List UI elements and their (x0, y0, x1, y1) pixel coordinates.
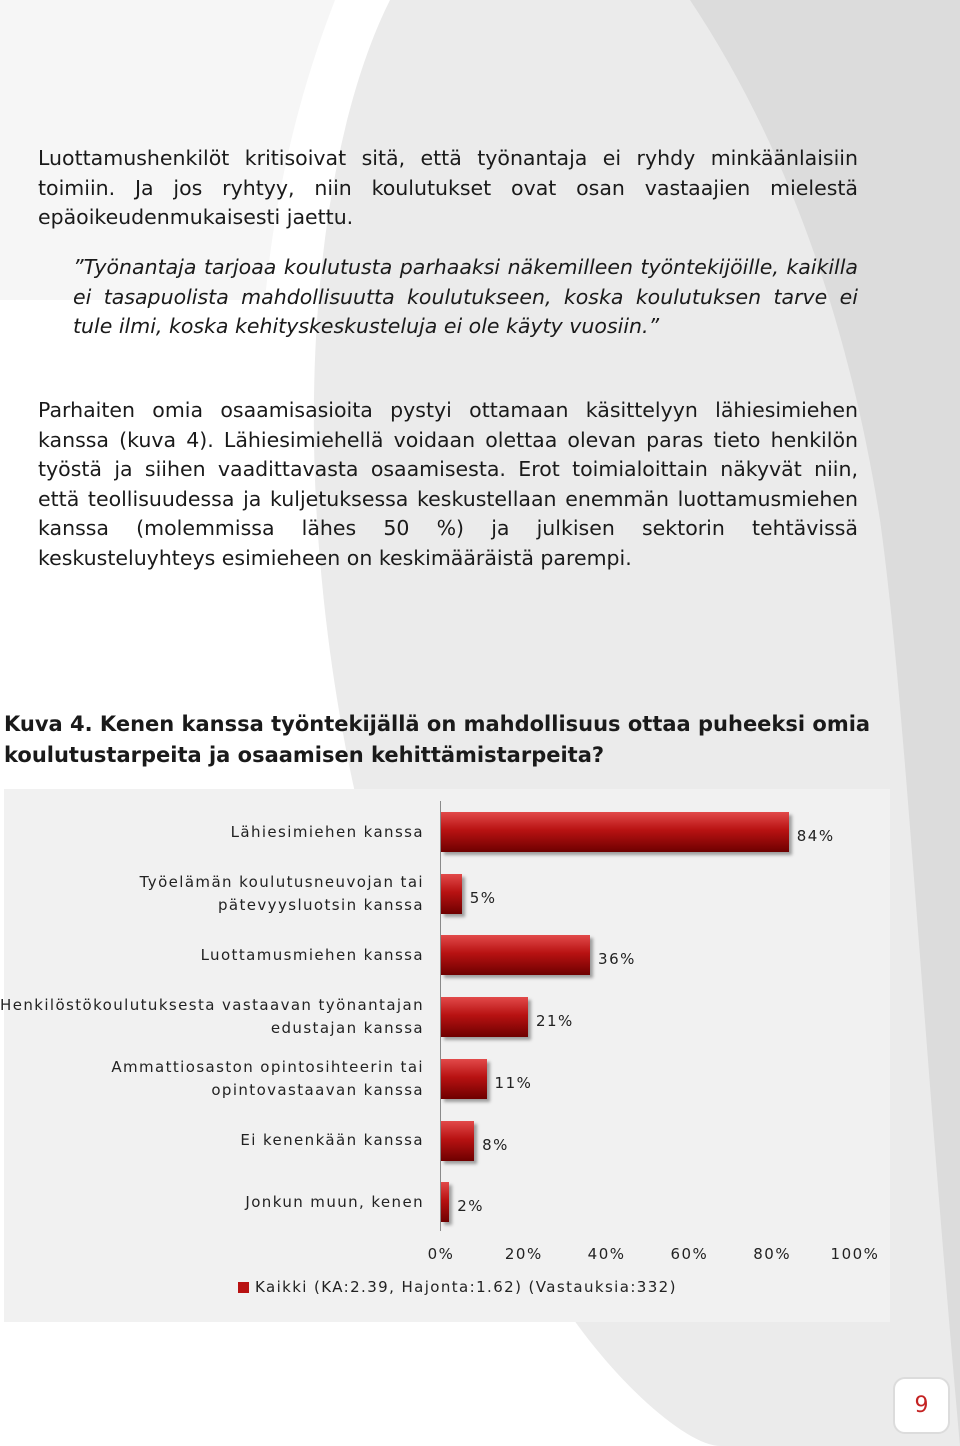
bar (441, 874, 462, 914)
category-label-line: pätevyysluotsin kanssa (217, 895, 424, 914)
figure-caption: Kuva 4. Kenen kanssa työntekijällä on mahdollisuus ottaa puheeksi omia koulutustarpeita ja osaamisen kehittämistarpeita? (4, 712, 871, 767)
category-label-line: Luottamusmiehen kanssa (200, 945, 424, 964)
bar-value-label: 8% (482, 1135, 509, 1154)
x-tick-label: 80% (753, 1245, 792, 1263)
bar (441, 935, 590, 975)
category-label-line: edustajan kanssa (270, 1019, 424, 1038)
bar (441, 1059, 487, 1099)
bar (441, 1182, 449, 1222)
bar-value-label: 36% (598, 950, 636, 969)
category-label-line: opintovastaavan kanssa (211, 1080, 424, 1099)
page-number-badge: 9 (893, 1377, 950, 1434)
x-tick-label: 60% (670, 1245, 709, 1263)
bar-value-label: 21% (535, 1012, 574, 1031)
category-label (245, 1191, 424, 1214)
category-label (140, 871, 424, 917)
category-label-line: Lähiesimiehen kanssa (230, 822, 424, 841)
x-tick-label: 20% (504, 1245, 543, 1263)
bar (441, 997, 528, 1037)
category-label-line: Henkilöstökoulutuksesta vastaavan työnantajan (0, 996, 424, 1015)
chart-legend (238, 1278, 677, 1296)
category-label (111, 1056, 424, 1102)
bar-value-label: 2% (457, 1197, 485, 1216)
category-label-line: Ei kenenkään kanssa (240, 1131, 424, 1149)
quote-paragraph: ”Työnantaja tarjoaa koulutusta parhaaksi näkemilleen työntekijöille, kaikilla ei tasapuolista mahdollisuutta koulutukseen, koska koulutuksen tarve ei tule ilmi, koska kehityskeskusteluja ei ole käyty vuosiin.” (73, 255, 858, 338)
x-tick-label: 100% (830, 1245, 880, 1263)
category-label-line: Jonkun muun, kenen (245, 1192, 424, 1211)
category-label-line: Ammattiosaston opintosihteerin tai (111, 1057, 424, 1076)
category-label (240, 1129, 424, 1152)
category-label-line: Työelämän koulutusneuvojan tai (139, 872, 424, 891)
legend-label: Kaikki (KA:2.39, Hajonta:1.62) (Vastauksia:332) (255, 1278, 677, 1296)
paragraph-intro: Luottamushenkilöt kritisoivat sitä, että työnantaja ei ryhdy minkäänlaisiin toimiin. Ja jos ryhtyy, niin koulutukset ovat osan vastaajien mielestä epäoikeudenmukaisesti jaettu. (38, 146, 858, 229)
paragraph-discussion: Parhaiten omia osaamisasioita pystyi ottamaan käsittelyyn lähiesimiehen kanssa (kuva 4). Lähiesimiehellä voidaan olettaa olevan paras tieto henkilön työstä ja siihen vaadittavasta osaamisesta. Erot toimialoittain näkyvät niin, että teollisuudessa ja kuljetuksessa keskustellaan enemmän luottamusmiehen kanssa (molemmissa lähes 50 %) ja julkisen sektorin tehtävissä keskusteluyhteys esimieheen on keskimääräistä parempi. (38, 398, 858, 570)
bar-value-label: 5% (469, 888, 497, 907)
bar-value-label: 84% (796, 827, 835, 845)
bar (441, 812, 789, 852)
category-label (201, 944, 424, 967)
x-tick-label: 40% (587, 1245, 626, 1263)
x-tick-label: 0% (427, 1245, 455, 1263)
bar (441, 1121, 474, 1161)
category-label (231, 821, 424, 844)
category-label (0, 994, 424, 1040)
bar-chart (0, 789, 890, 1322)
bar-value-label: 11% (494, 1073, 533, 1092)
legend-swatch (238, 1282, 249, 1293)
